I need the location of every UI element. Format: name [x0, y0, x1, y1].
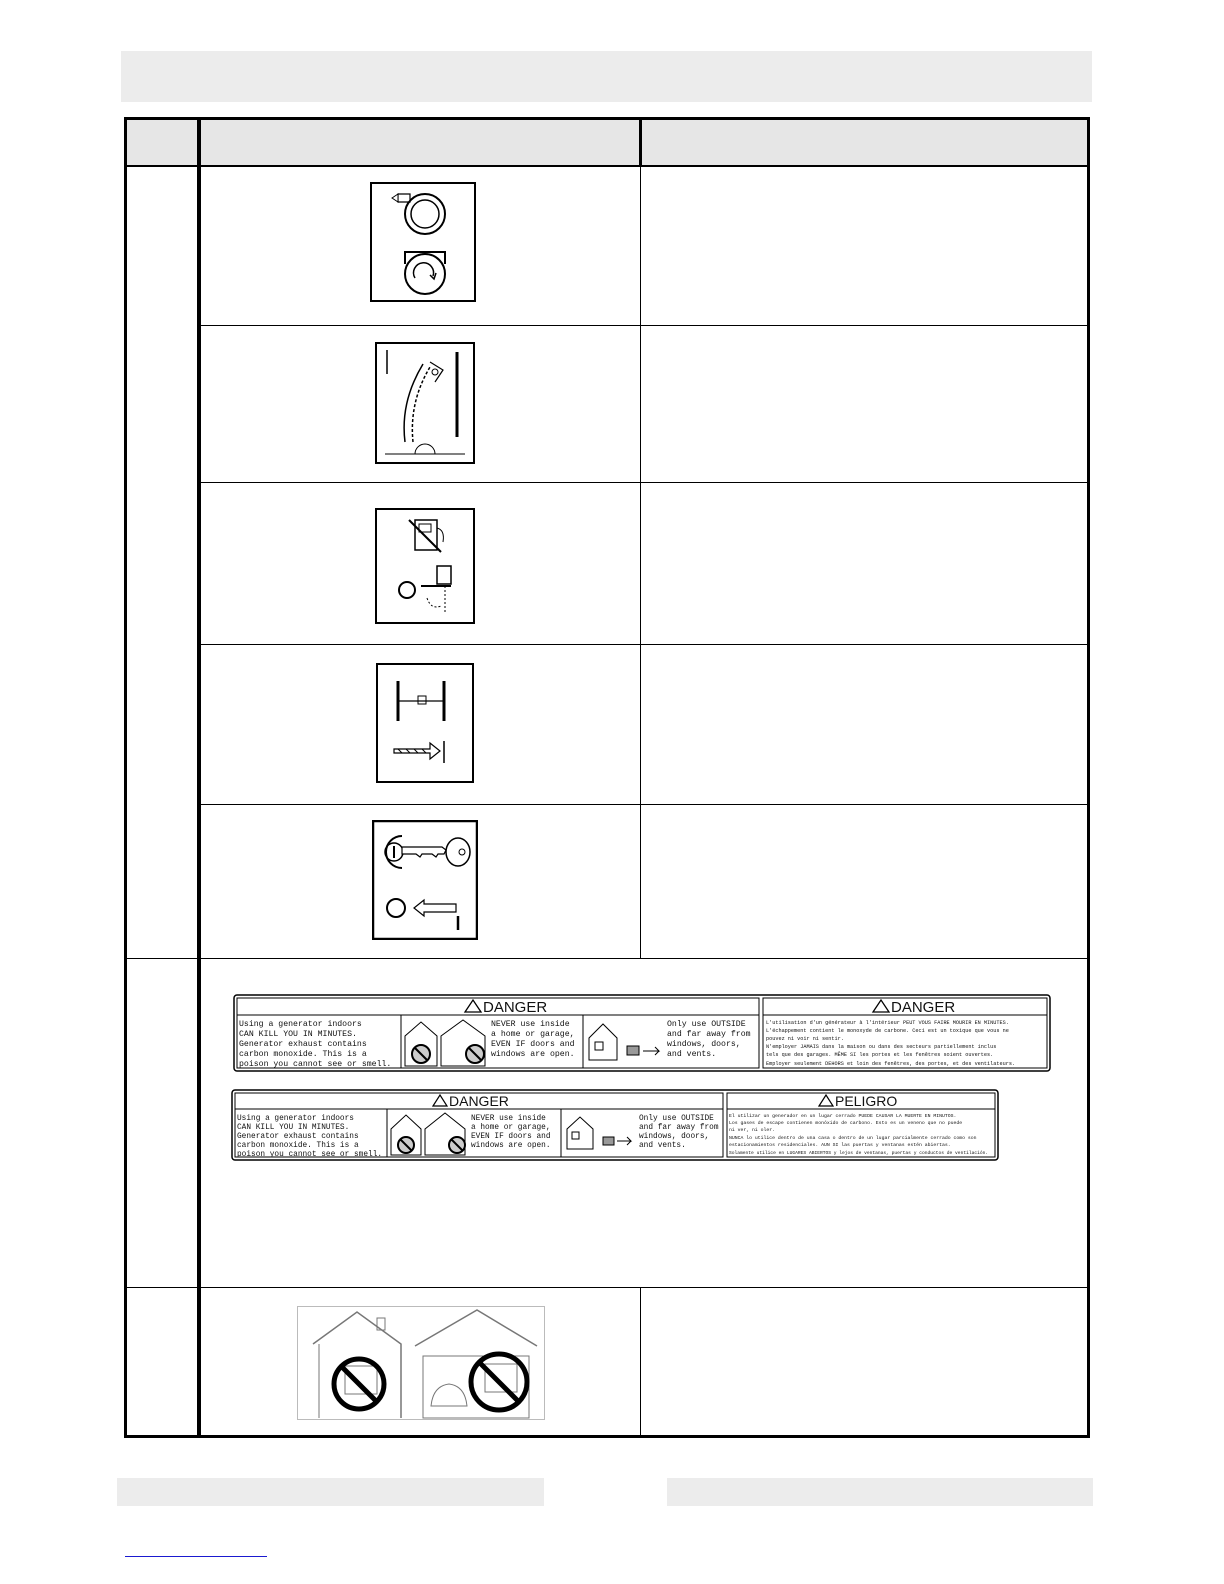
- svg-text:Generator exhaust contains: Generator exhaust contains: [237, 1133, 359, 1141]
- peligro-heading: PELIGRO: [835, 1093, 898, 1109]
- danger-label-en-es: [231, 1089, 999, 1161]
- svg-text:Los gases de escape contienen: Los gases de escape contienen monóxido de carbono. Esto es un veneno que no puede: [729, 1121, 963, 1126]
- svg-text:estacionamientos residenciales: estacionamientos residenciales. AUN SI las puertas y ventanas estén abiertas.: [729, 1143, 951, 1148]
- svg-text:Only use OUTSIDE: Only use OUTSIDE: [639, 1115, 714, 1123]
- key-icon: [372, 820, 478, 940]
- house-garage-prohibited-icon: [297, 1306, 545, 1420]
- svg-text:Only use OUTSIDE: Only use OUTSIDE: [667, 1020, 746, 1029]
- svg-text:L'utilisation d'un générateur: L'utilisation d'un générateur à l'intérieur PEUT VOUS FAIRE MOURIR EN MINUTES.: [766, 1020, 1009, 1026]
- svg-text:El utilizar un generador en un: El utilizar un generador en un lugar cerrado PUEDE CAUSAR LA MUERTE EN MINUTOS.: [729, 1114, 957, 1119]
- row-divider: [127, 1287, 1087, 1288]
- svg-text:NEVER use inside: NEVER use inside: [471, 1115, 546, 1123]
- svg-text:and vents.: and vents.: [667, 1050, 717, 1059]
- svg-text:a home or garage,: a home or garage,: [491, 1030, 575, 1039]
- col-divider-2a: [640, 165, 641, 958]
- danger-heading-fr: DANGER: [891, 999, 956, 1016]
- svg-text:and far away from: and far away from: [667, 1030, 751, 1039]
- air-filter-decal: [370, 182, 476, 307]
- fuel-valve-decal: [375, 508, 475, 629]
- no-indoor-use-decal: [297, 1306, 545, 1425]
- col-decal-header: [201, 120, 641, 165]
- svg-text:windows are open.: windows are open.: [491, 1050, 575, 1059]
- key-switch-decal: [372, 820, 478, 945]
- svg-text:Solamente utilice en LUGARES A: Solamente utilice en LUGARES ABIERTOS y lejos de ventanas, puertas y conductos de ventilación.: [729, 1151, 989, 1156]
- svg-text:Employer seulement DEHORS et l: Employer seulement DEHORS et loin des fenêtres, des portes, et des ventilateurs.: [766, 1061, 1016, 1067]
- row-divider: [201, 804, 1087, 805]
- svg-text:pouvez ni voir ni sentir.: pouvez ni voir ni sentir.: [766, 1036, 844, 1042]
- svg-text:a home or garage,: a home or garage,: [471, 1124, 551, 1132]
- row-divider: [201, 644, 1087, 645]
- col-ref-header: [127, 120, 197, 165]
- svg-text:windows, doors,: windows, doors,: [667, 1040, 741, 1049]
- svg-text:windows are open.: windows are open.: [471, 1142, 551, 1150]
- air-filter-icon: [370, 182, 476, 302]
- svg-text:poison you cannot see or smell: poison you cannot see or smell.: [237, 1151, 383, 1159]
- svg-text:ni ver, ni oler.: ni ver, ni oler.: [729, 1128, 776, 1133]
- choke-decal: [376, 663, 474, 788]
- table-header: [127, 120, 1087, 167]
- footer-right-band: [667, 1478, 1093, 1506]
- footer-left-band: [117, 1478, 544, 1506]
- fuel-valve-icon: [375, 508, 475, 624]
- footer-link-underline[interactable]: [125, 1556, 267, 1557]
- decal-table: [124, 117, 1090, 1438]
- svg-text:L'échappement contient le mono: L'échappement contient le monoxyde de carbone. Ceci est un toxique que vous ne: [766, 1028, 1009, 1034]
- col-meaning-header: [644, 120, 1087, 165]
- svg-text:CAN KILL YOU IN MINUTES.: CAN KILL YOU IN MINUTES.: [237, 1124, 350, 1132]
- svg-text:Using a generator indoors: Using a generator indoors: [237, 1115, 354, 1123]
- row-divider: [201, 482, 1087, 483]
- svg-text:carbon monoxide. This is a: carbon monoxide. This is a: [237, 1142, 359, 1150]
- svg-text:Using a generator indoors: Using a generator indoors: [239, 1020, 362, 1029]
- danger-label-en-fr: [233, 994, 1051, 1072]
- svg-text:poison you cannot see or smell: poison you cannot see or smell.: [239, 1060, 392, 1069]
- header-band: [121, 51, 1092, 102]
- row-divider: [201, 325, 1087, 326]
- row-divider: [127, 958, 1087, 959]
- svg-text:and vents.: and vents.: [639, 1142, 686, 1150]
- svg-text:tels que des garages. MÊME SI: tels que des garages. MÊME SI les portes et les fenêtres soient ouvertes.: [766, 1052, 994, 1058]
- col-divider-2-head: [639, 120, 642, 165]
- svg-text:EVEN IF doors and: EVEN IF doors and: [491, 1040, 575, 1049]
- danger-heading-en-2: DANGER: [449, 1093, 509, 1109]
- svg-text:and far away from: and far away from: [639, 1124, 719, 1132]
- lever-icon: [375, 342, 475, 464]
- svg-text:carbon monoxide. This is a: carbon monoxide. This is a: [239, 1050, 367, 1059]
- col-divider-2b: [640, 1287, 641, 1435]
- svg-text:windows, doors,: windows, doors,: [639, 1133, 710, 1141]
- svg-text:NEVER use inside: NEVER use inside: [491, 1020, 570, 1029]
- svg-text:Generator exhaust contains: Generator exhaust contains: [239, 1040, 367, 1049]
- svg-text:N'employer JAMAIS dans la mais: N'employer JAMAIS dans la maison ou dans des secteurs partiellement inclus: [766, 1044, 997, 1050]
- svg-text:NUNCA lo utilice dentro de una: NUNCA lo utilice dentro de una casa o dentro de un lugar parcialmente cerrado como son: [729, 1136, 977, 1141]
- svg-text:CAN KILL YOU IN MINUTES.: CAN KILL YOU IN MINUTES.: [239, 1030, 357, 1039]
- danger-heading-en: DANGER: [483, 999, 548, 1016]
- svg-text:EVEN IF doors and: EVEN IF doors and: [471, 1133, 551, 1141]
- fuel-lever-decal: [375, 342, 475, 469]
- choke-icon: [376, 663, 474, 783]
- col-divider-1: [197, 120, 201, 1435]
